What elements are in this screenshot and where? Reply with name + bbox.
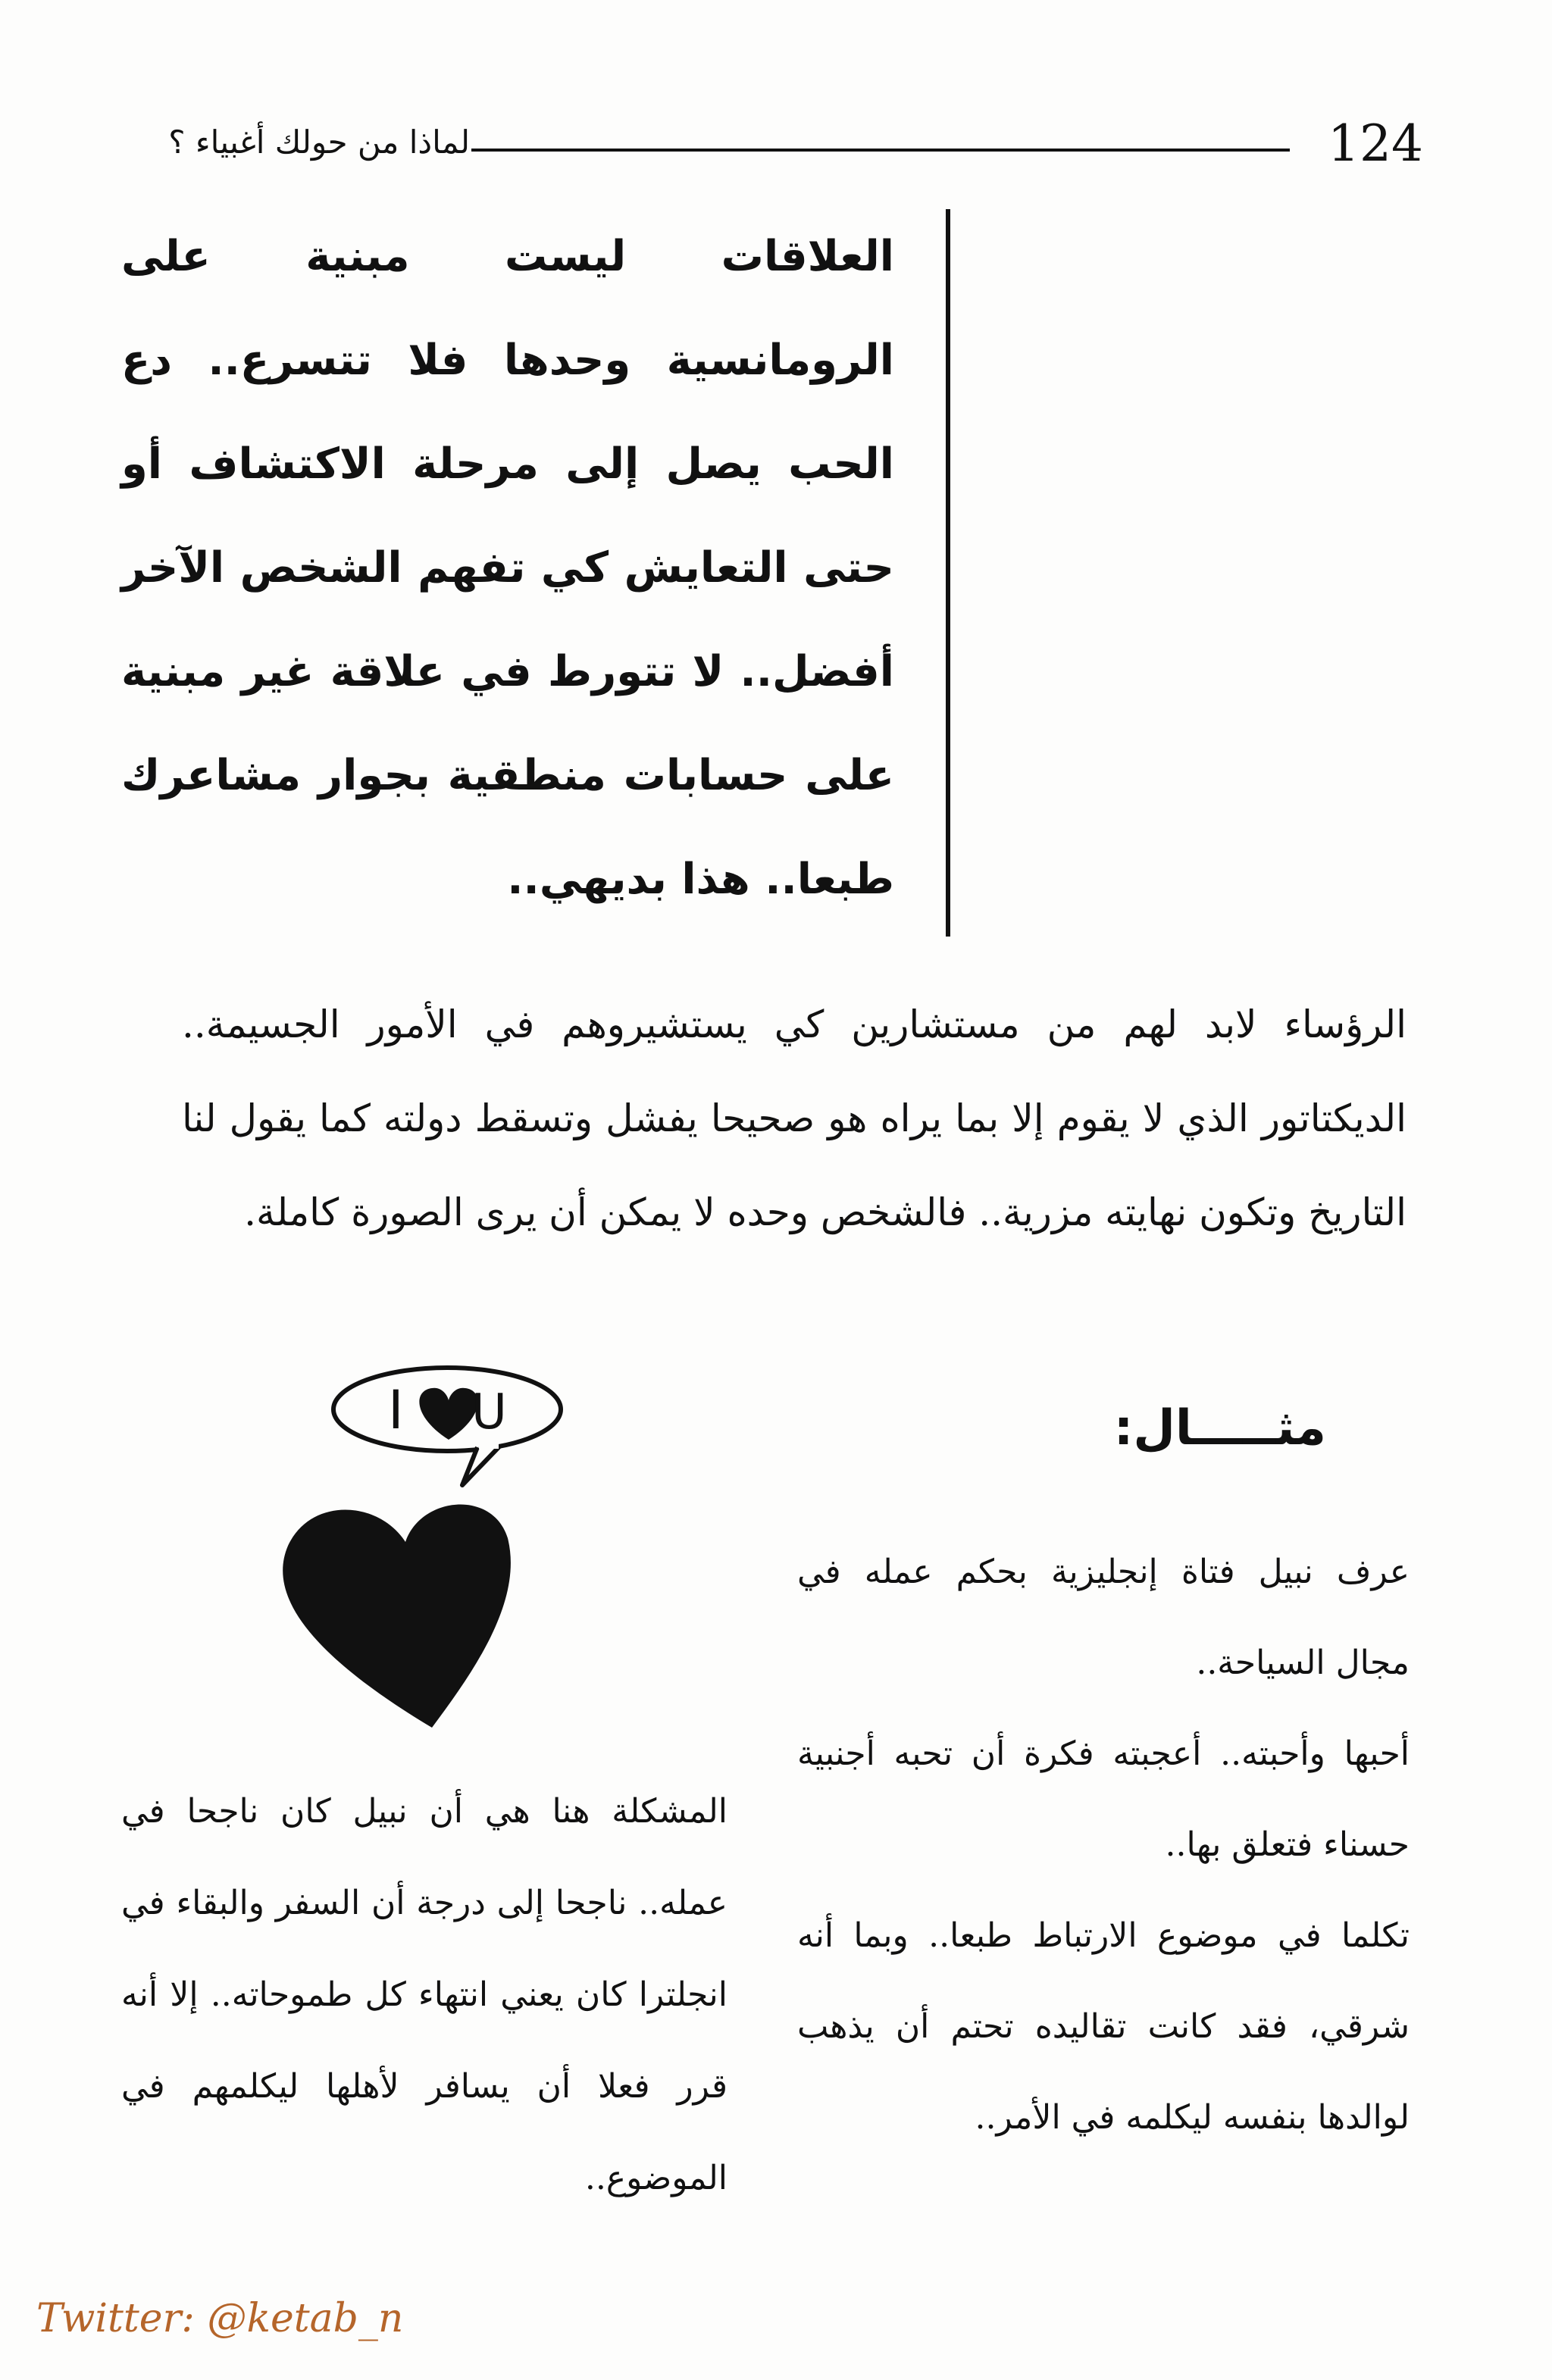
book-title: لماذا من حولك أغبياء ؟ xyxy=(168,124,470,161)
header-rule xyxy=(471,149,1290,152)
main-paragraph: الرؤساء لابد لهم من مستشارين كي يستشيروهم في الأمور الجسيمة.. الديكتاتور الذي لا يقوم إلا بما يراه هو صحيحا يفشل وتسقط دولته كما يقول لنا التاريخ وتكون نهايته مزرية.. فالشخص وحده لا يمكن أن يرى الصورة كاملة. xyxy=(182,1002,1406,1234)
bubble-letter-i: I xyxy=(388,1379,404,1441)
example-paragraph: المشكلة هنا هي أن نبيل كان ناجحا في عمله.. ناجحا إلى درجة أن السفر والبقاء في انجلترا كان يعني انتهاء كل طموحاته.. إلا أنه قرر فعلا أن يسافر لأهلها ليكلمهم في الموضوع.. xyxy=(121,1792,728,2197)
small-heart-icon xyxy=(419,1388,477,1440)
bubble-letter-u: U xyxy=(471,1384,507,1440)
page-number: 124 xyxy=(1328,114,1423,173)
twitter-watermark: Twitter: @ketab_n xyxy=(36,2296,404,2341)
large-heart-icon xyxy=(283,1504,511,1728)
pull-quote: العلاقات ليست مبنية على الرومانسية وحدها فلا تتسرع.. دع الحب يصل إلى مرحلة الاكتشاف أو حتى التعايش كي تفهم الشخص الآخر أفضل.. لا تتورط في علاقة غير مبنية على حسابات منطقية بجوار مشاعرك طبعا.. هذا بديهي.. xyxy=(121,232,894,904)
example-paragraph: عرف نبيل فتاة إنجليزية بحكم عمله في مجال السياحة.. xyxy=(797,1553,1410,1682)
example-paragraph: أحبها وأحبته.. أعجبته فكرة أن تحبه أجنبية حسناء فتعلق بها.. xyxy=(797,1734,1410,1864)
love-illustration xyxy=(250,1356,644,1750)
example-heading: مثـــــال: xyxy=(1113,1400,1326,1456)
example-right-column xyxy=(797,1527,1410,2163)
quote-divider xyxy=(946,209,950,937)
example-left-column xyxy=(121,1765,728,2224)
example-paragraph: تكلما في موضوع الارتباط طبعا.. وبما أنه شرقي، فقد كانت تقاليده تحتم أن يذهب لوالدها بنفسه ليكلمه في الأمر.. xyxy=(797,1916,1410,2137)
